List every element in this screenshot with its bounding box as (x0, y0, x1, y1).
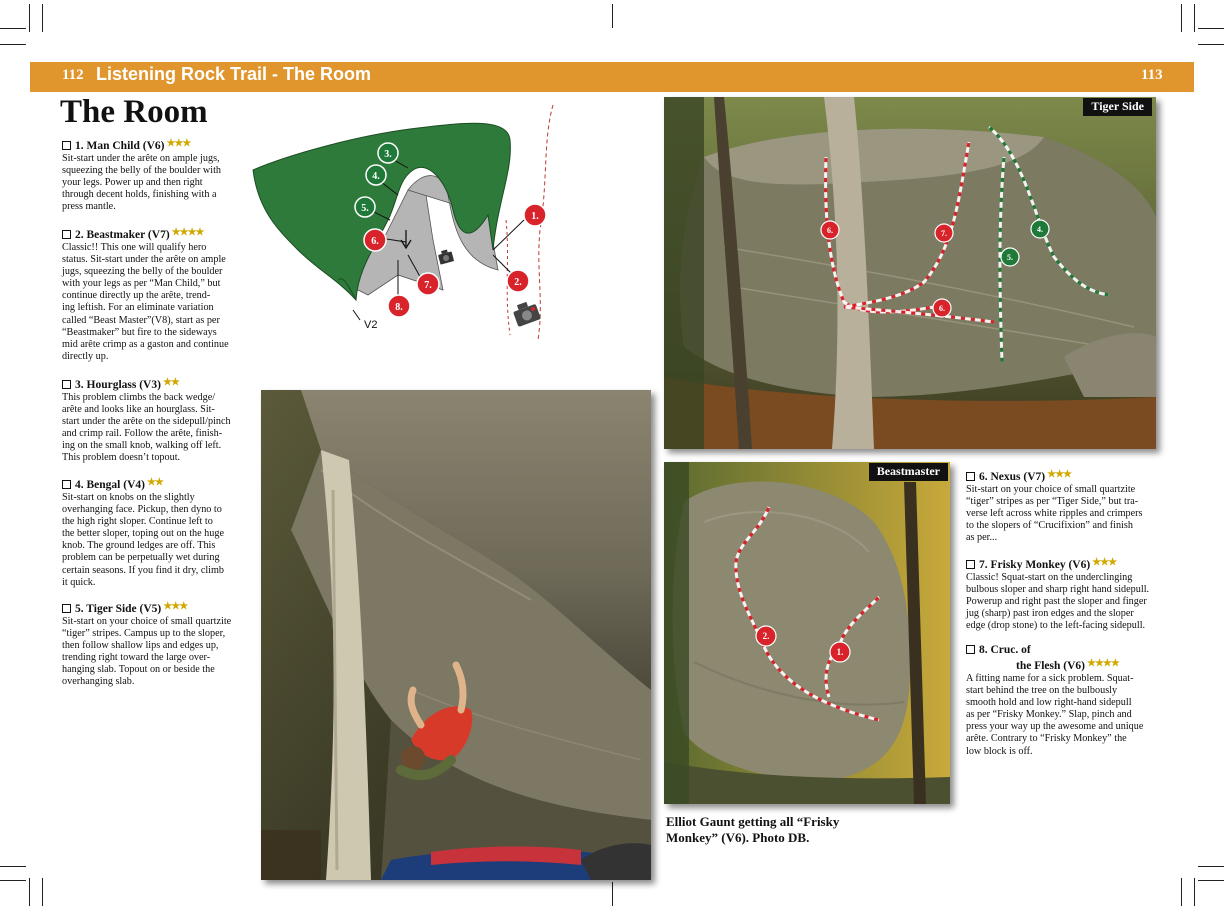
route-marker-4 (1031, 220, 1049, 238)
checkbox[interactable] (62, 480, 71, 489)
problem-text: mid arête crimp as a gaston and continue (62, 338, 229, 350)
crop-mark (612, 882, 613, 906)
svg-text:1.: 1. (836, 647, 844, 657)
problem-text: hanging slab. Topout on or beside the (62, 664, 215, 676)
problem-text: called “Beast Master”(V8), start as per (62, 314, 220, 326)
checkbox[interactable] (966, 560, 975, 569)
svg-text:4.: 4. (1037, 225, 1043, 234)
checkbox[interactable] (62, 141, 71, 150)
route-marker-6 (821, 221, 839, 239)
svg-text:3.: 3. (384, 149, 392, 160)
problem-text: your legs. Power up and then right (62, 177, 203, 189)
problem-text: directly up. (62, 350, 109, 362)
star-rating-icon: ★★★ (1047, 469, 1072, 480)
crop-mark (0, 866, 26, 867)
problem-text: through decent holds, finishing with a (62, 189, 217, 201)
problem-text: This problem climbs the back wedge/ (62, 392, 216, 403)
crop-mark (1194, 878, 1195, 906)
problem-text: trending right toward the large over- (62, 652, 211, 664)
beastmaster-photo-art (664, 462, 950, 804)
leader-line (493, 220, 524, 250)
crop-mark (29, 878, 30, 906)
svg-text:5.: 5. (361, 203, 369, 214)
left-page-number: 112 (62, 67, 84, 83)
beastmaster-label: Beastmaster (869, 463, 948, 481)
topo-marker-6 (364, 229, 386, 251)
problem-text: start behind the tree on the bulbously (966, 685, 1118, 697)
photo-caption (666, 814, 839, 846)
problem-7 (966, 556, 1166, 632)
camera-icon (511, 299, 541, 327)
topo-marker-7 (417, 273, 439, 295)
problem-text: ing on the small knob, walking off left. (62, 440, 222, 452)
problem-1 (62, 137, 252, 213)
problem-text: Powerup and right past the sloper and finger (966, 596, 1147, 608)
problem-text: “tiger” stripes. Campus up to the sloper, (62, 628, 226, 640)
problem-text: with your legs as per “Man Child,” but (62, 278, 221, 290)
route-marker-2 (756, 626, 776, 646)
svg-text:2.: 2. (514, 277, 522, 288)
problem-4 (62, 476, 252, 589)
crop-mark (1198, 28, 1224, 29)
topo-marker-4 (366, 165, 386, 185)
route-marker-1 (830, 642, 850, 662)
problem-text: jugs, squeezing the belly of the boulder (62, 266, 223, 278)
svg-text:6.: 6. (371, 236, 379, 247)
crop-mark (1198, 880, 1224, 881)
problem-text: “Beastmaker” but fire to the sideways (62, 326, 217, 338)
problem-text: bulbous sloper and sharp right hand sidepull. (966, 584, 1150, 596)
problem-title: 3. Hourglass (V3) ★★ (62, 376, 257, 392)
problem-text: as per... (966, 532, 998, 544)
right-page-number: 113 (1141, 67, 1163, 83)
problem-text: smooth hold and low right-hand sidepull (966, 697, 1132, 709)
star-rating-icon: ★★★ (1092, 557, 1117, 568)
svg-text:2.: 2. (762, 631, 770, 641)
problem-text: knob. The ground ledges are off. This (62, 540, 216, 552)
problem-title: 2. Beastmaker (V7) ★★★★ (62, 226, 252, 242)
route-marker-5 (1001, 248, 1019, 266)
beastmaster-photo (664, 462, 950, 804)
problem-text: overhanging slab. (62, 676, 135, 688)
svg-text:4.: 4. (372, 171, 380, 182)
caption-line: Monkey” (V6). Photo DB. (666, 830, 810, 845)
crop-mark (0, 44, 26, 45)
problem-text: A fitting name for a sick problem. Squat- (966, 673, 1134, 684)
topo-marker-8 (388, 295, 410, 317)
problem-text: “tiger” stripes as per “Tiger Side,” but tra- (966, 496, 1139, 508)
problem-text: arête. Contrary to “Frisky Monkey” the (966, 733, 1127, 745)
problem-text: overhanging face. Pickup, then dyno to (62, 504, 222, 516)
problem-title: 7. Frisky Monkey (V6) ★★★ (966, 556, 1166, 572)
star-rating-icon: ★★★★ (171, 227, 204, 238)
tiger-side-photo-art (664, 97, 1156, 449)
crop-mark (1198, 866, 1224, 867)
crop-mark (29, 4, 30, 32)
problem-text: status. Sit-start under the arête on ample (62, 254, 226, 266)
problem-text: jug (sharp) past iron edges and the sloper (966, 608, 1134, 620)
crop-mark (612, 4, 613, 28)
star-rating-icon: ★★ (146, 477, 163, 488)
checkbox[interactable] (966, 645, 975, 654)
problem-text: Sit-start on your choice of small quartzite (62, 616, 232, 627)
caption-line: Elliot Gaunt getting all “Frisky (666, 814, 840, 829)
checkbox[interactable] (62, 230, 71, 239)
checkbox[interactable] (966, 472, 975, 481)
problem-text: certain seasons. If you find it dry, climb (62, 564, 225, 576)
crop-mark (42, 4, 43, 32)
svg-text:1.: 1. (531, 211, 539, 222)
boulder-topo-map (248, 100, 588, 345)
svg-text:5.: 5. (1007, 253, 1013, 262)
climber-photo-art (261, 390, 651, 880)
problem-text: squeezing the belly of the boulder with (62, 165, 221, 177)
problem-8 (966, 643, 1166, 758)
svg-text:6.: 6. (827, 226, 833, 235)
problem-text: Classic! Squat-start on the underclinging (966, 572, 1133, 583)
topo-marker-2 (507, 270, 529, 292)
topo-marker-3 (378, 143, 398, 163)
problem-5 (62, 600, 252, 689)
problem-text: Sit-start on your choice of small quartzite (966, 484, 1136, 495)
star-rating-icon: ★★★★ (1087, 658, 1119, 669)
page-title: Listening Rock Trail - The Room (96, 64, 372, 84)
topo-marker-5 (355, 197, 375, 217)
star-rating-icon: ★★ (162, 377, 179, 388)
problem-text: press mantle. (62, 201, 116, 213)
route-marker-6b (933, 299, 951, 317)
problem-text: press your way up the awesome and unique (966, 721, 1144, 733)
star-rating-icon: ★★★ (163, 601, 188, 612)
section-title: The Room (60, 94, 208, 130)
grade-note: V2 (364, 319, 378, 331)
problem-title-line2: the Flesh (V6) ★★★★ (1016, 658, 1119, 672)
problem-text: arête and looks like an hourglass. Sit- (62, 404, 215, 416)
crop-mark (1181, 4, 1182, 32)
problem-text: start under the arête on the sidepull/pinch (62, 416, 231, 428)
problem-text: This problem doesn’t topout. (62, 452, 181, 464)
problem-text: ing leftish. For an eliminate variation (62, 302, 214, 314)
svg-text:8.: 8. (395, 302, 403, 313)
problem-text: verse left across white ripples and crimpers (966, 508, 1143, 520)
problem-title: 4. Bengal (V4) ★★ (62, 476, 252, 492)
crop-mark (0, 28, 26, 29)
climber-photo (261, 390, 651, 880)
problem-text: to the slopers of “Crucifixion” and finish (966, 520, 1133, 532)
problem-text: edge (drop stone) to the left-facing sidepull. (966, 620, 1146, 632)
checkbox[interactable] (62, 604, 71, 613)
problem-text: low block is off. (966, 745, 1033, 757)
problem-title: 6. Nexus (V7) ★★★ (966, 468, 1166, 484)
checkbox[interactable] (62, 380, 71, 389)
crop-mark (0, 880, 26, 881)
camera-icon (437, 248, 454, 264)
tiger-side-photo (664, 97, 1156, 449)
crop-mark (42, 878, 43, 906)
star-rating-icon: ★★★ (166, 138, 191, 149)
problem-text: then follow shallow lips and edges up, (62, 640, 219, 652)
problem-title: 1. Man Child (V6) ★★★ (62, 137, 252, 153)
problem-title: 8. Cruc. of (966, 643, 1166, 657)
problem-text: problem can be perpetually wet during (62, 552, 220, 564)
problem-text: Sit-start on knobs on the slightly (62, 492, 195, 503)
problem-6 (966, 468, 1166, 544)
crop-mark (1181, 878, 1182, 906)
problem-2 (62, 226, 252, 363)
problem-text: the better sloper, toping out on the huge (62, 528, 224, 540)
problem-title: 5. Tiger Side (V5) ★★★ (62, 600, 252, 616)
problem-text: and crimp rail. Follow the arête, finish- (62, 428, 223, 440)
tiger-side-label: Tiger Side (1083, 98, 1152, 116)
svg-text:7.: 7. (941, 229, 947, 238)
problem-text: the high right sloper. Continue left to (62, 516, 213, 528)
problem-text: Sit-start under the arête on ample jugs, (62, 153, 220, 164)
problem-3 (62, 376, 257, 465)
svg-text:6.: 6. (939, 304, 945, 313)
problem-text: continue directly up the arête, trend- (62, 290, 211, 302)
crop-mark (1194, 4, 1195, 32)
topo-marker-1 (524, 204, 546, 226)
problem-text: as per “Frisky Monkey.” Slap, pinch and (966, 709, 1132, 721)
problem-text: it quick. (62, 576, 96, 588)
arrow-icon (353, 310, 360, 320)
crop-mark (1198, 44, 1224, 45)
svg-text:7.: 7. (424, 280, 432, 291)
problem-text: Classic!! This one will qualify hero (62, 242, 207, 253)
route-marker-7 (935, 224, 953, 242)
